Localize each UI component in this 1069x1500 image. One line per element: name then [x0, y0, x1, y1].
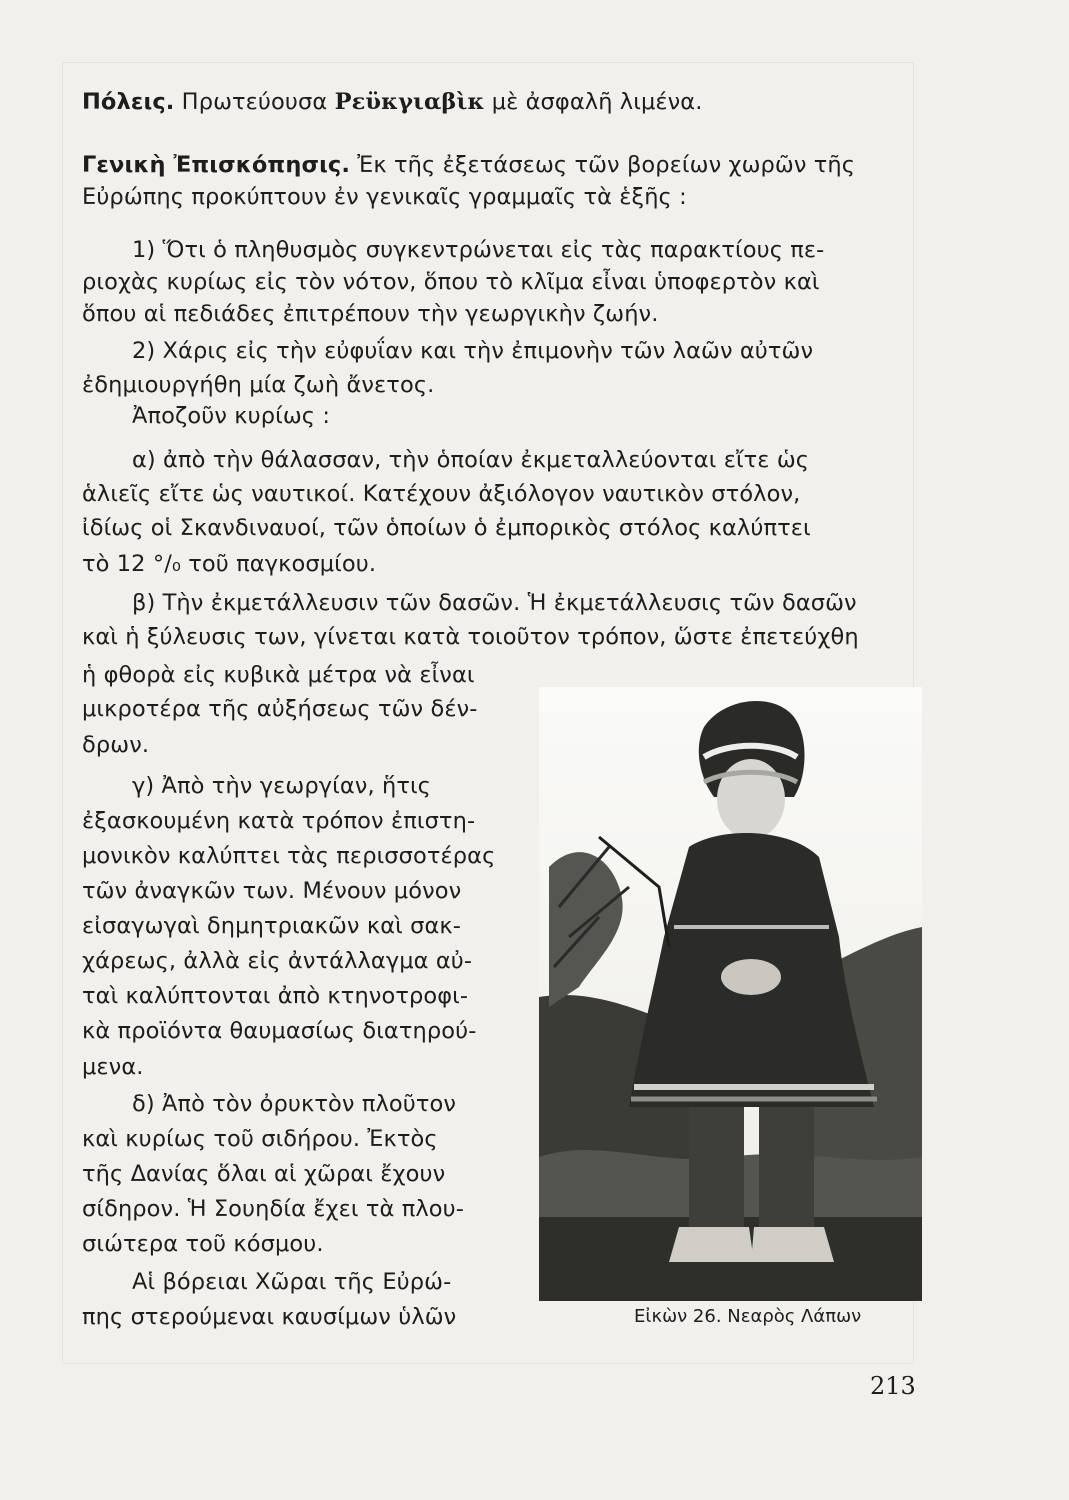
overview-text: Ἐκ τῆς ἐξετάσεως τῶν βορείων χωρῶν τῆς: [357, 152, 856, 178]
text-line: σίδηρον. Ἡ Σουηδία ἔχει τὰ πλου-: [82, 1196, 464, 1222]
text-line: Αἱ βόρειαι Χῶραι τῆς Εὐρώ-: [132, 1269, 452, 1295]
text-line: δ) Ἀπὸ τὸν ὀρυκτὸν πλοῦτον: [132, 1091, 457, 1117]
text-line: ἡ φθορὰ εἰς κυβικὰ μέτρα νὰ εἶναι: [82, 662, 475, 688]
text-line: ἰδίως οἱ Σκανδιναυοί, τῶν ὁποίων ὁ ἐμπορικὸς στόλος καλύπτει: [82, 515, 811, 541]
text-line: ριοχὰς κυρίως εἰς τὸν νότον, ὅπου τὸ κλῖμα εἶναι ὑποφερτὸν καὶ: [82, 269, 820, 295]
text-line: δρων.: [82, 732, 150, 758]
text-line: μικροτέρα τῆς αὐξήσεως τῶν δέν-: [82, 696, 478, 722]
text-line: κὰ προϊόντα θαυμασίως διατηρού-: [82, 1018, 477, 1044]
text-line: μονικὸν καλύπτει τὰς περισσοτέρας: [82, 843, 496, 869]
overview-heading: [82, 150, 855, 180]
figure-caption: Εἰκὼν 26. Νεαρὸς Λάπων: [634, 1306, 862, 1327]
capital-text: Πρωτεύουσα: [181, 89, 328, 115]
harbor-text: μὲ ἀσφαλῆ λιμένα.: [491, 89, 703, 115]
lapp-child-photo: [539, 687, 922, 1301]
text-line: καὶ ἡ ξύλευσις των, γίνεται κατὰ τοιοῦτον τρόπον, ὥστε ἐπετεύχθη: [82, 624, 859, 650]
text-line: ἐξασκουμένη κατὰ τρόπον ἐπιστη-: [82, 808, 476, 834]
page-number: 213: [870, 1372, 916, 1400]
text-line: 1) Ὅτι ὁ πληθυσμὸς συγκεντρώνεται εἰς τὰς παρακτίους πε-: [132, 237, 825, 263]
text-line: ταὶ καλύπτονται ἀπὸ κτηνοτροφι-: [82, 983, 469, 1009]
text-line: γ) Ἀπὸ τὴν γεωργίαν, ἥτις: [132, 773, 431, 799]
text-line: ὅπου αἱ πεδιάδες ἐπιτρέπουν τὴν γεωργικὴν ζωήν.: [82, 301, 659, 327]
text-line: β) Τὴν ἐκμετάλλευσιν τῶν δασῶν. Ἡ ἐκμετάλλευσις τῶν δασῶν: [132, 590, 857, 616]
text-line: α) ἀπὸ τὴν θάλασσαν, τὴν ὁποίαν ἐκμεταλλεύονται εἴτε ὡς: [132, 447, 810, 473]
text-line: μενα.: [82, 1054, 144, 1080]
text-line: Εὐρώπης προκύπτουν ἐν γενικαῖς γραμμαῖς τὰ ἑξῆς :: [82, 184, 687, 210]
text-line: εἰσαγωγαὶ δημητριακῶν καὶ σακ-: [82, 913, 461, 939]
text-line: χάρεως, ἀλλὰ εἰς ἀντάλλαγμα αὐ-: [82, 948, 473, 974]
cities-label: Πόλεις.: [82, 89, 175, 115]
text-line: τὸ 12 °/₀ τοῦ παγκοσμίου.: [82, 551, 377, 577]
text-line: πης στερούμεναι καυσίμων ὑλῶν: [82, 1304, 457, 1330]
text-line: ἁλιεῖς εἴτε ὡς ναυτικοί. Κατέχουν ἀξιόλογον ναυτικὸν στόλον,: [82, 481, 801, 507]
cities-heading: [82, 87, 702, 117]
text-line: ἐδημιουργήθη μία ζωὴ ἄνετος.: [82, 372, 435, 398]
text-line: τῶν ἀναγκῶν των. Μένουν μόνον: [82, 878, 462, 904]
capital-city: Ρεϋκγιαβὶκ: [334, 89, 485, 115]
text-line: καὶ κυρίως τοῦ σιδήρου. Ἐκτὸς: [82, 1126, 438, 1152]
text-line: 2) Χάρις εἰς τὴν εὐφυΐαν και τὴν ἐπιμονὴν τῶν λαῶν αὐτῶν: [132, 338, 814, 364]
text-line: σιώτερα τοῦ κόσμου.: [82, 1231, 324, 1257]
text-line: Ἀποζοῦν κυρίως :: [132, 403, 331, 429]
text-line: τῆς Δανίας ὅλαι αἱ χῶραι ἔχουν: [82, 1161, 446, 1187]
lapp-child-photo-drawing: [539, 687, 922, 1301]
overview-label: Γενικὴ Ἐπισκόπησις.: [82, 152, 351, 178]
